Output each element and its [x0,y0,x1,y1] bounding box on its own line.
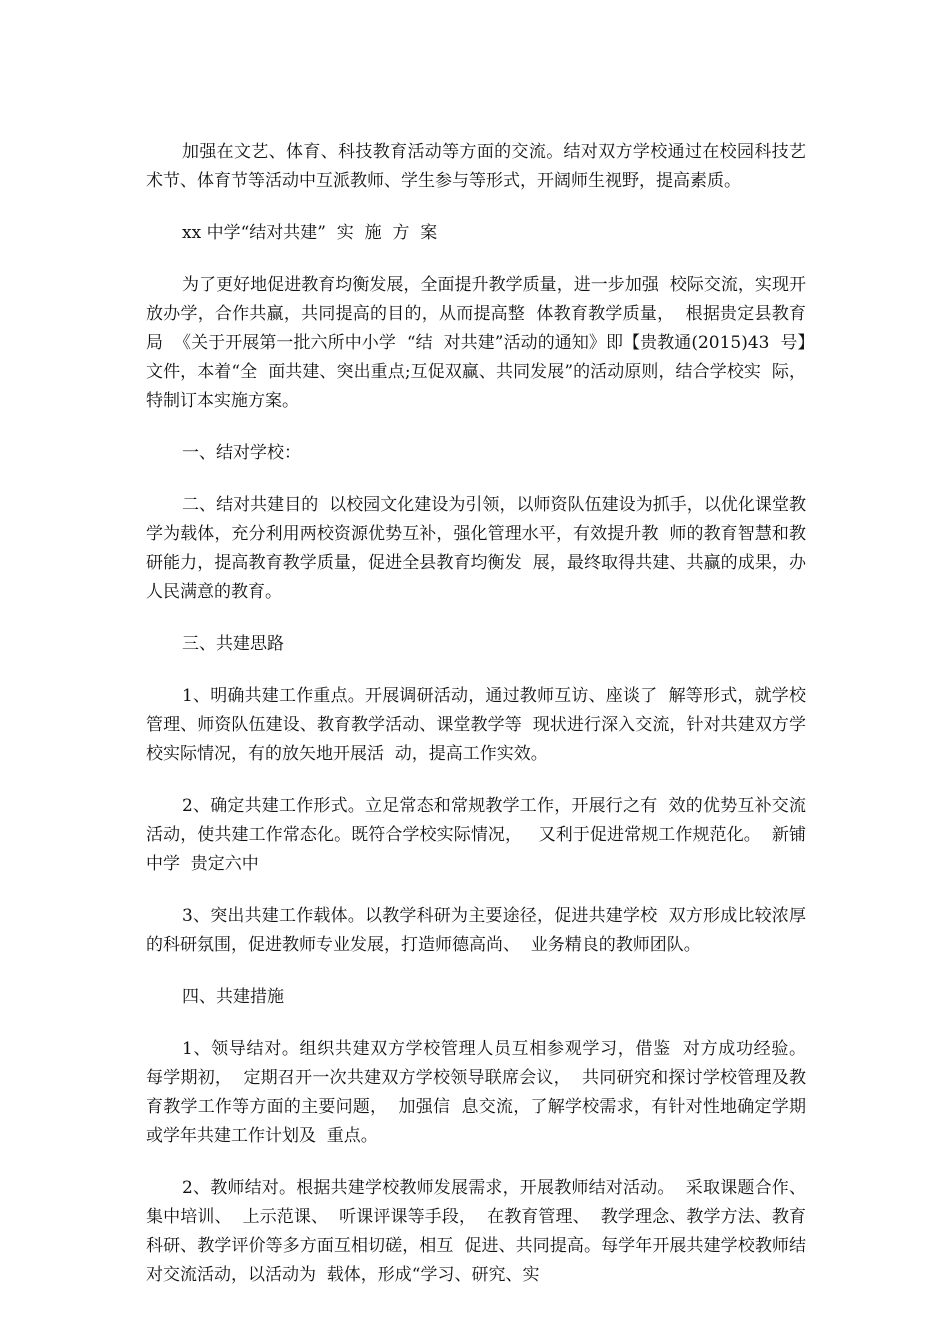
paragraph-approach-3: 3、突出共建工作载体。以教学科研为主要途径，促进共建学校 双方形成比较浓厚的科研氛围，促进教师专业发展，打造师德高尚、 业务精良的教师团队。 [146,906,806,955]
paragraph-approach-1: 1、明确共建工作重点。开展调研活动，通过教师互访、座谈了 解等形式，就学校管理、师资队伍建设、教育教学活动、课堂教学等 现状进行深入交流，针对共建双方学校实际情况，有的放矢地开展活 动，提高工作实效。 [146,686,806,764]
paragraph-measures-1: 1、领导结对。组织共建双方学校管理人员互相参观学习，借鉴 对方成功经验。 每学期初， 定期召开一次共建双方学校领导联席会议， 共同研究和探讨学校管理及教育教学工作等方面的主要问题， 加强信 息交流，了解学校需求，有针对性地确定学期或学年共建工作计划及 重点。 [146,1039,817,1146]
paragraph-approach-2: 2、确定共建工作形式。立足常态和常规教学工作，开展行之有 效的优势互补交流活动，使共建工作常态化。既符合学校实际情况， 又利于促进常规工作规范化。 新铺中学 贵定六中 [146,796,806,874]
paragraph-goals: 二、结对共建目的 以校园文化建设为引领，以师资队伍建设为抓手，以优化课堂教 学为载体，充分利用两校资源优势互补，强化管理水平，有效提升教 师的教育智慧和教研能力，提高教育教学质量，促进全县教育均衡发 展，最终取得共建、共赢的成果，办人民满意的教育。 [146,495,817,602]
paragraph-exchange-activities: 加强在文艺、体育、科技教育活动等方面的交流。结对双方学校通过在校园科技艺术节、体育节等活动中互派教师、学生参与等形式，开阔师生视野，提高素质。 [146,142,806,191]
plan-title: xx 中学“结对共建” 实 施 方 案 [182,223,438,243]
paragraph-measures-2: 2、教师结对。根据共建学校教师发展需求，开展教师结对活动。 采取课题合作、 集中培训、 上示范课、 听课评课等手段， 在教育管理、 教学理念、教学方法、教育科研、教学评价等多方面互相切磋，相互 促进、共同提高。每学年开展共建学校教师结对交流活动，以活动为 载体，形成“学习、研究、实 [146,1178,817,1285]
section-heading-partner-schools: 一、结对学校： [182,443,301,463]
paragraph-purpose: 为了更好地促进教育均衡发展，全面提升教学质量，进一步加强 校际交流，实现开放办学，合作共赢，共同提高的目的，从而提高整 体教育教学质量， 根据贵定县教育局 《关于开展第一批六所中小学 “结 对共建”活动的通知》即【贵教通(2015)43 号】文件，本着“全 面共建、突出重点;互促双赢、共同发展”的活动原则，结合学校实 际，特制订本实施方案。 [146,275,806,411]
section-heading-approach: 三、共建思路 [182,634,284,654]
document-body [146,138,817,1313]
section-heading-measures: 四、共建措施 [182,987,284,1007]
